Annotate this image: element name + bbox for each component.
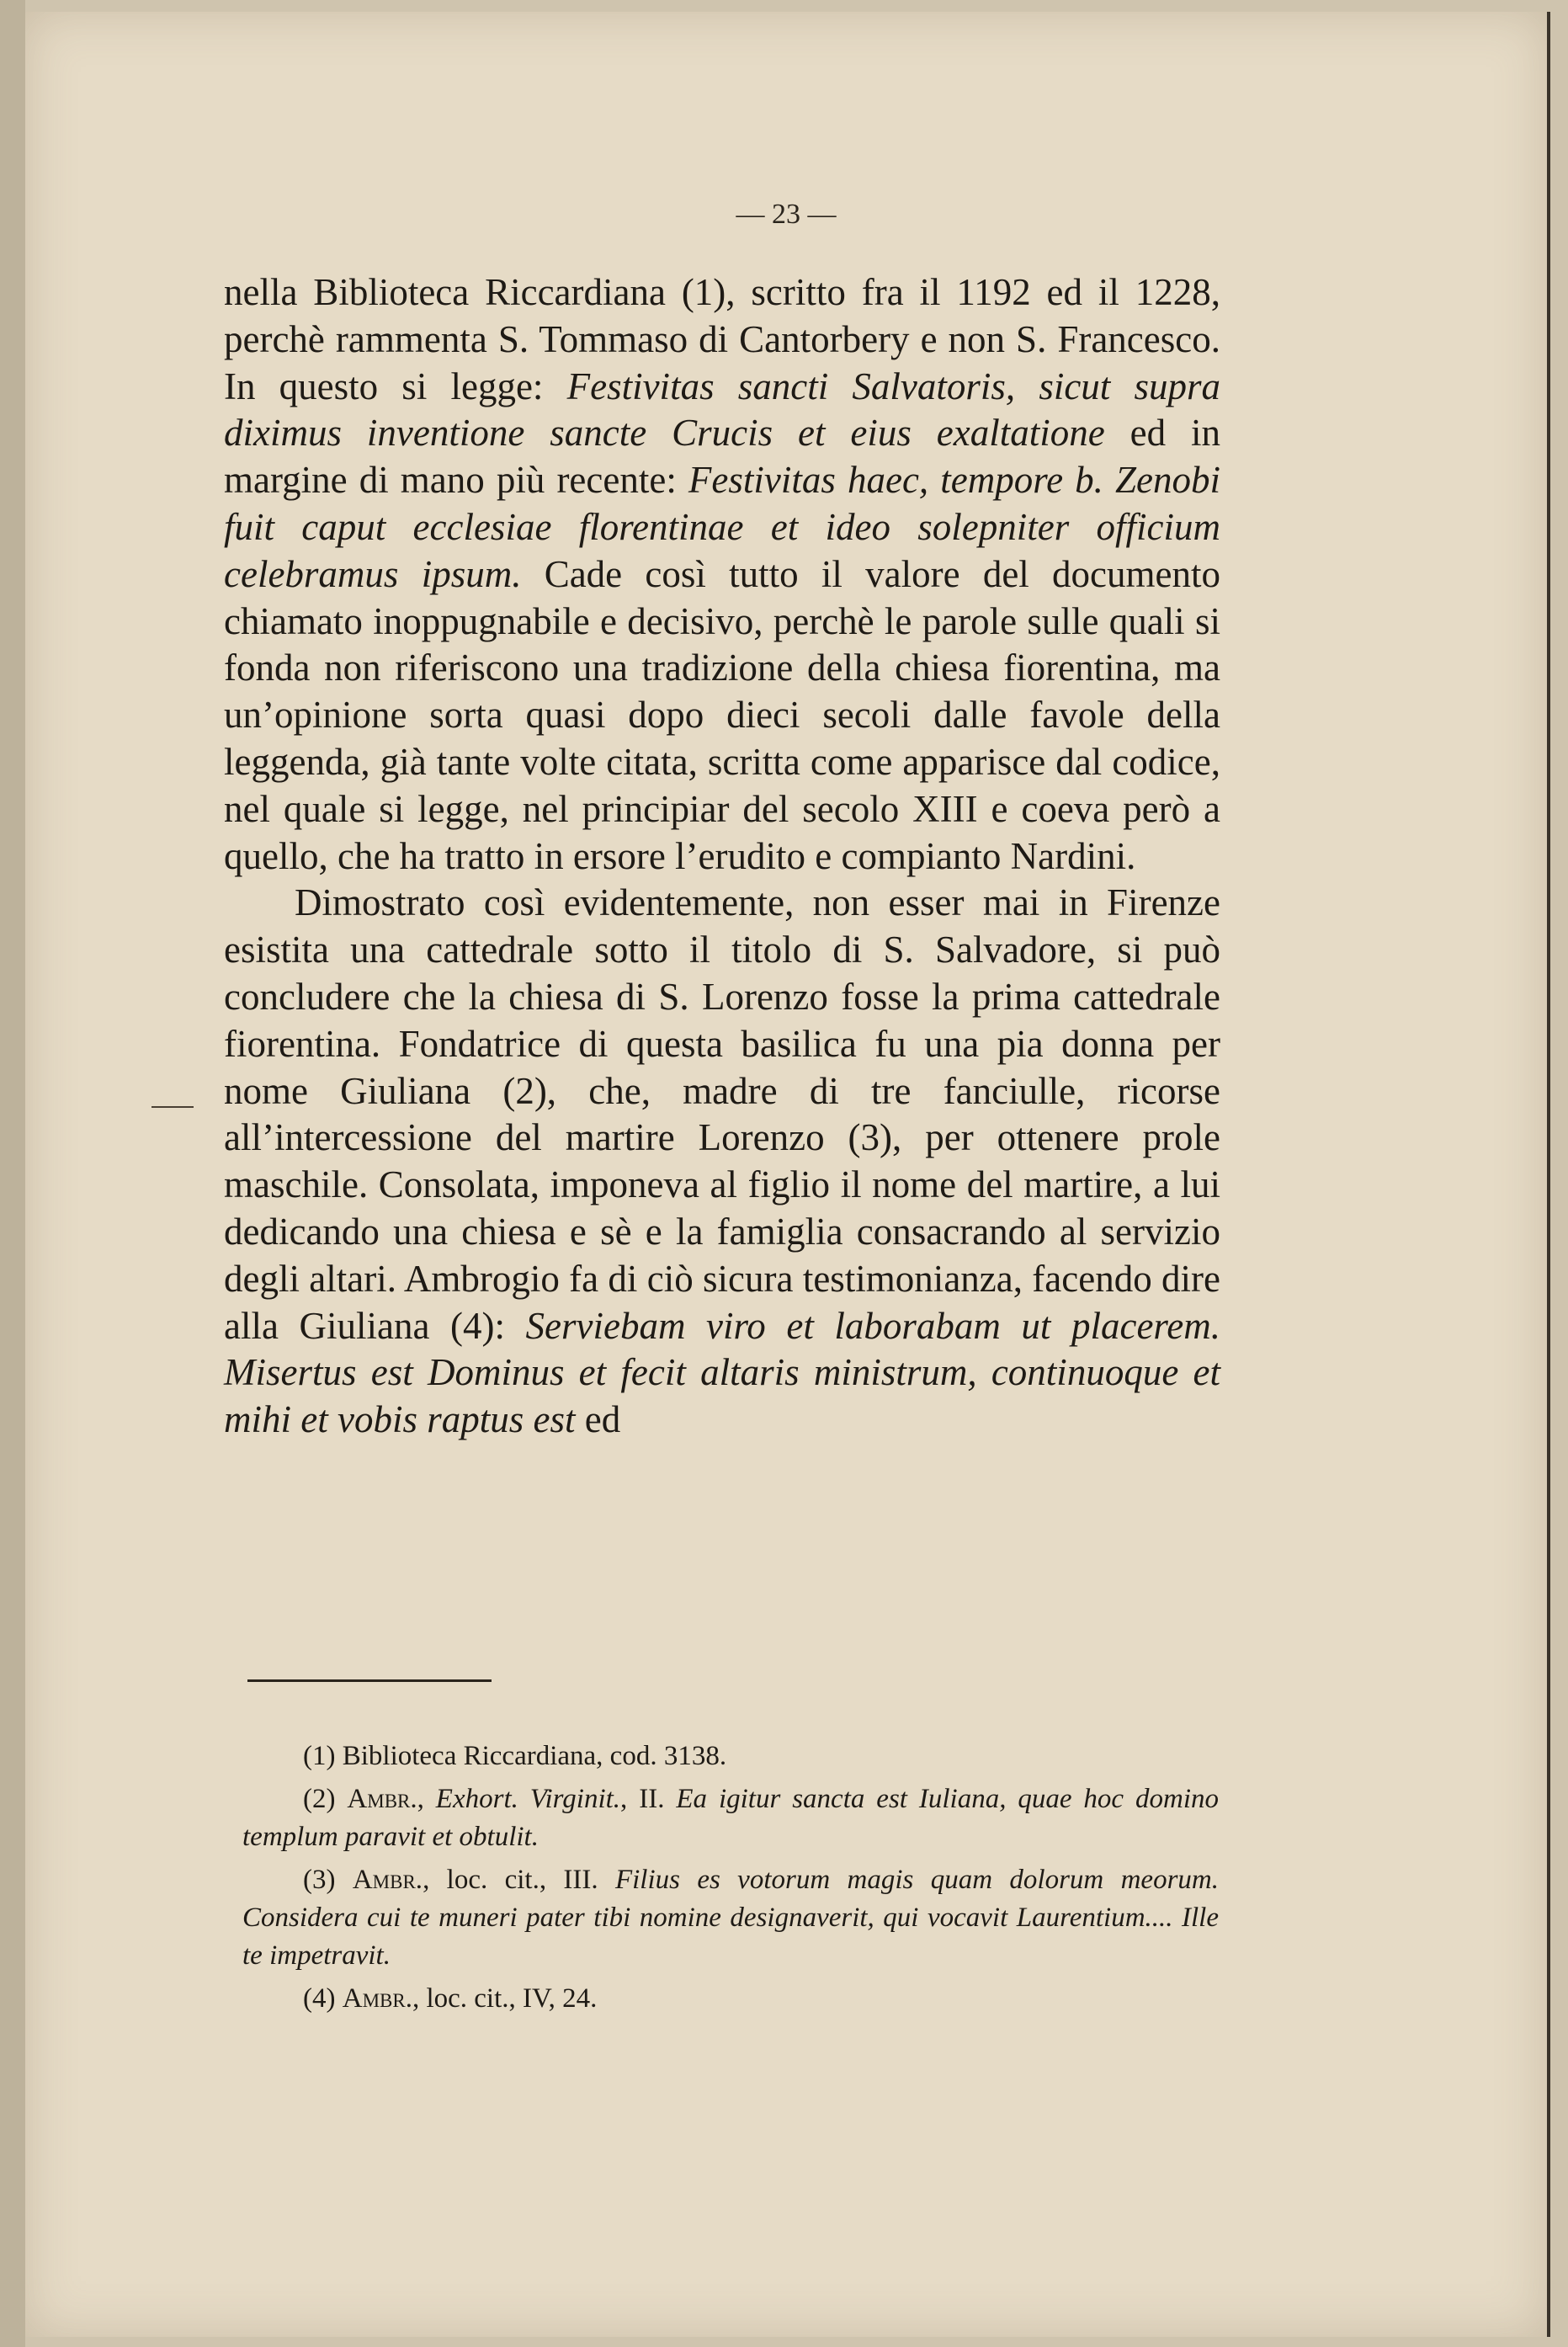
page-number: — 23 — — [736, 199, 837, 230]
footnote-3: (3) Ambr., loc. cit., III. Filius es votorum magis quam dolorum meorum. Considera cui te muneri pater tibi nomine designaverit, qui vocavit Laurentium.... Ille te impetravit. — [242, 1865, 1219, 1971]
main-text — [224, 269, 1220, 1444]
paragraph-2: Dimostrato così evidentemente, non esser mai in Firenze esistita una cattedrale sotto il titolo di S. Salvadore, si può concludere che la chiesa di S. Lorenzo fosse la prima cattedrale fiorentina. Fondatrice di questa basilica fu una pia donna per nome Giuliana (2), che, madre di tre fanciulle, ricorse all’intercessione del martire Lorenzo (3), per ottenere prole maschile. Consolata, imponeva al figlio il nome del martire, a lui dedicando una chiesa e sè e la famiglia consacrando al servizio degli altari. Ambrogio fa di ciò sicura testimonianza, facendo dire alla Giuliana (4): Serviebam viro et laborabam ut placerem. Misertus est Dominus et fecit altaris ministrum, continuoque et mihi et vobis raptus est ed — [224, 881, 1220, 1441]
latin-quote: Serviebam viro et laborabam ut placerem. Misertus est Dominus et fecit altaris ministrum, continuoque et mihi et vobis raptus est — [224, 1304, 1220, 1441]
page-binding-edge — [0, 0, 25, 2347]
paragraph-1: nella Biblioteca Riccardiana (1), scritto fra il 1192 ed il 1228, perchè rammenta S. Tommaso di Cantorbery e non S. Francesco. In questo si legge: Festivitas sancti Salvatoris, sicut supra diximus inventione sancte Crucis et eius exaltatione ed in margine di mano più recente: Festivitas haec, tempore b. Zenobi fuit caput ecclesiae florentinae et ideo solepniter officium celebramus ipsum. Cade così tutto il valore del documento chiamato inoppugnabile e decisivo, perchè le parole sulle quali si fonda non riferiscono una tradizione della chiesa fiorentina, ma un’opinione sorta quasi dopo dieci secoli dalle favole della leggenda, già tante volte citata, scritta come apparisce dal codice, nel quale si legge, nel principiar del secolo XIII e coeva però a quello, che ha tratto in ersore l’erudito e compianto Nardini. — [224, 271, 1220, 877]
footnote-separator — [247, 1679, 492, 1682]
footnote-4: (4) Ambr., loc. cit., IV, 24. — [303, 1983, 598, 2014]
book-page — [25, 12, 1550, 2337]
footnote-1: (1) Biblioteca Riccardiana, cod. 3138. — [303, 1741, 727, 1771]
footnotes — [242, 1738, 1219, 2023]
latin-quote: Festivitas sancti Salvatoris, sicut supra diximus inventione sancte Crucis et eius exaltatione — [224, 365, 1220, 455]
margin-mark — [151, 1106, 194, 1108]
footnote-2: (2) Ambr., Exhort. Virginit., II. Ea igitur sancta est Iuliana, quae hoc domino templum paravit et obtulit. — [242, 1784, 1220, 1852]
latin-quote: Festivitas haec, tempore b. Zenobi fuit caput ecclesiae florentinae et ideo solepniter officium celebramus ipsum. — [224, 459, 1220, 595]
